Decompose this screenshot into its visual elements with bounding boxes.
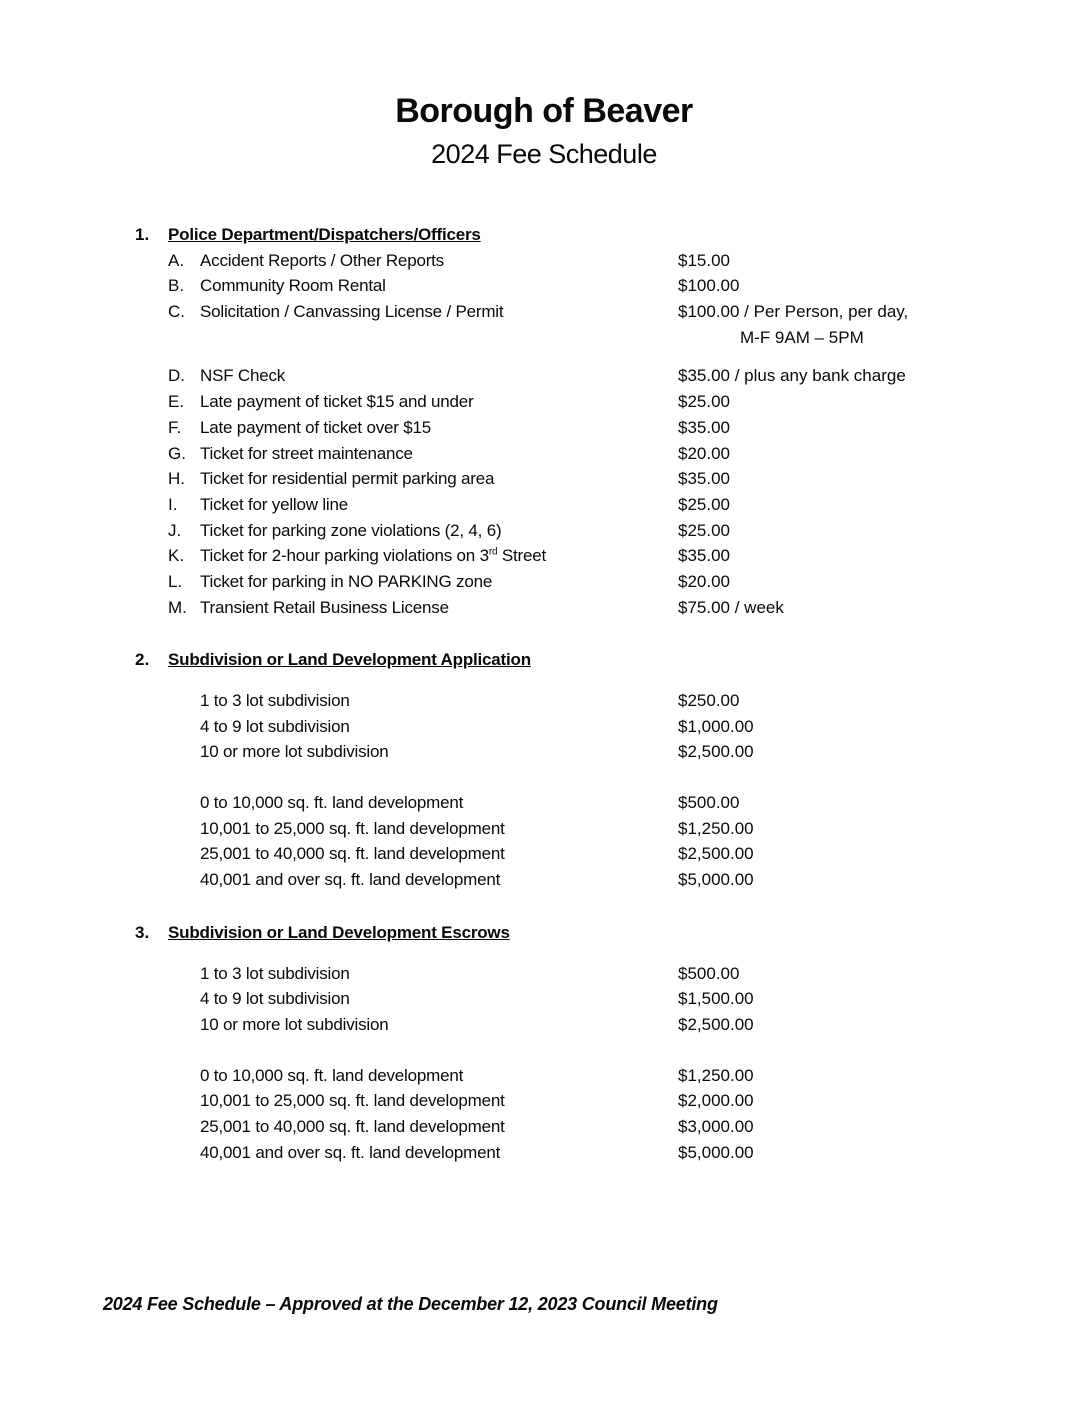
fee-row — [0, 867, 1088, 893]
item-fee: $25.00 — [678, 494, 730, 514]
item-label — [200, 739, 389, 765]
fee-row — [0, 492, 1088, 518]
label-text: Late payment of ticket $15 and under — [200, 392, 474, 412]
item-label — [200, 714, 350, 740]
item-fee: $2,500.00 — [678, 742, 754, 762]
item-fee: $100.00 / Per Person, per day, — [678, 302, 909, 322]
item-label — [200, 299, 503, 325]
item-label — [200, 841, 505, 867]
label-text: NSF Check — [200, 366, 286, 386]
label-text: 1 to 3 lot subdivision — [200, 963, 350, 983]
item-letter: G. — [168, 443, 186, 463]
item-label — [200, 688, 350, 714]
section-heading-row — [0, 647, 1088, 673]
item-fee-line2: M-F 9AM – 5PM — [740, 327, 864, 347]
ordinal-suffix: rd — [488, 546, 498, 558]
item-letter: E. — [168, 392, 185, 412]
fee-row — [0, 1012, 1088, 1038]
item-fee: $2,500.00 — [678, 844, 754, 864]
label-text: 40,001 and over sq. ft. land development — [200, 1142, 501, 1162]
page-title: Borough of Beaver — [395, 92, 693, 130]
label-text: Ticket for yellow line — [200, 494, 349, 514]
page-subtitle: 2024 Fee Schedule — [431, 139, 657, 169]
item-label — [200, 961, 350, 987]
item-fee: $250.00 — [678, 691, 740, 710]
label-text: 10 or more lot subdivision — [200, 742, 389, 762]
item-letter: D. — [168, 366, 185, 386]
label-text: 4 to 9 lot subdivision — [200, 716, 350, 736]
item-label — [200, 389, 474, 415]
item-fee: $25.00 — [678, 392, 730, 412]
item-fee: $35.00 — [678, 546, 730, 566]
section-3 — [0, 920, 1088, 1166]
label-text: 0 to 10,000 sq. ft. land development — [200, 1065, 464, 1085]
section-heading: Subdivision or Land Development Escrows — [168, 922, 510, 942]
fee-row — [0, 248, 1088, 274]
item-fee: $25.00 — [678, 520, 730, 540]
fee-row — [0, 986, 1088, 1012]
item-label — [200, 790, 463, 816]
item-label — [200, 543, 546, 569]
section-1 — [0, 222, 1088, 620]
label-text: Transient Retail Business License — [200, 597, 449, 617]
item-label — [200, 867, 500, 893]
item-letter: A. — [168, 250, 185, 270]
item-label — [200, 363, 285, 389]
item-fee: $500.00 — [678, 963, 740, 983]
item-fee: $35.00 — [678, 417, 730, 437]
fee-row — [0, 569, 1088, 595]
section-2 — [0, 647, 1088, 893]
section-heading-row — [0, 222, 1088, 248]
label-text-after: Street — [497, 546, 547, 566]
item-fee: $1,000.00 — [678, 716, 754, 736]
fee-row — [0, 1088, 1088, 1114]
label-text: Ticket for residential permit parking area — [200, 469, 495, 489]
item-label — [200, 1088, 505, 1114]
item-fee: $5,000.00 — [678, 870, 754, 890]
item-label — [200, 415, 431, 441]
item-letter: K. — [168, 546, 185, 566]
fee-row — [0, 1114, 1088, 1140]
label-text: 40,001 and over sq. ft. land development — [200, 870, 501, 890]
label-text: Community Room Rental — [200, 276, 386, 296]
label-text: 25,001 to 40,000 sq. ft. land development — [200, 844, 505, 864]
item-label — [200, 1114, 505, 1140]
item-fee: $1,250.00 — [678, 1065, 754, 1085]
section-heading: Police Department/Dispatchers/Officers — [168, 225, 481, 244]
item-letter: J. — [168, 520, 182, 540]
item-fee: $2,500.00 — [678, 1014, 754, 1034]
section-heading: Subdivision or Land Development Application — [168, 650, 531, 670]
item-letter: H. — [168, 469, 185, 489]
fee-row — [0, 714, 1088, 740]
fee-row — [0, 961, 1088, 987]
fee-row — [0, 1063, 1088, 1089]
sections-container — [0, 222, 1088, 1165]
fee-row — [0, 688, 1088, 714]
item-letter: I. — [168, 494, 178, 514]
fee-row — [0, 518, 1088, 544]
fee-row — [0, 790, 1088, 816]
item-letter: C. — [168, 302, 185, 322]
label-text: 0 to 10,000 sq. ft. land development — [200, 793, 464, 813]
section-heading-row — [0, 920, 1088, 946]
fee-row — [0, 816, 1088, 842]
item-label — [200, 569, 492, 595]
item-label — [200, 492, 348, 518]
item-fee: $35.00 / plus any bank charge — [678, 366, 906, 386]
fee-row — [0, 543, 1088, 569]
label-text: Solicitation / Canvassing License / Permit — [200, 302, 504, 322]
fee-row — [0, 1140, 1088, 1166]
item-fee: $1,250.00 — [678, 818, 754, 838]
footer-note: 2024 Fee Schedule – Approved at the December 12, 2023 Council Meeting — [103, 1294, 718, 1314]
section-number: 3. — [135, 922, 150, 942]
label-text: Ticket for parking in NO PARKING zone — [200, 571, 493, 591]
item-fee: $20.00 — [678, 443, 730, 463]
fee-group — [0, 248, 1088, 351]
fee-row — [0, 441, 1088, 467]
fee-row — [0, 299, 1088, 325]
label-text: 4 to 9 lot subdivision — [200, 989, 350, 1009]
fee-row — [0, 389, 1088, 415]
fee-row — [0, 415, 1088, 441]
label-text: Ticket for parking zone violations (2, 4, 6) — [200, 520, 502, 540]
item-label — [200, 1063, 463, 1089]
label-text: 10 or more lot subdivision — [200, 1014, 389, 1034]
label-text: Accident Reports / Other Reports — [200, 250, 444, 270]
fee-row — [0, 841, 1088, 867]
label-text: 1 to 3 lot subdivision — [200, 691, 350, 710]
item-fee: $500.00 — [678, 793, 740, 813]
fee-group — [0, 1063, 1088, 1166]
fee-row — [0, 363, 1088, 389]
item-label — [200, 1012, 389, 1038]
fee-row — [0, 466, 1088, 492]
item-letter: M. — [168, 597, 187, 617]
item-fee: $15.00 — [678, 250, 730, 270]
item-label — [200, 248, 444, 274]
label-text: Late payment of ticket over $15 — [200, 417, 431, 437]
section-number: 1. — [135, 225, 150, 244]
label-text: 10,001 to 25,000 sq. ft. land development — [200, 818, 505, 838]
item-letter: B. — [168, 276, 185, 296]
item-label — [200, 466, 494, 492]
item-fee: $1,500.00 — [678, 989, 754, 1009]
label-text: 25,001 to 40,000 sq. ft. land development — [200, 1116, 505, 1136]
fee-group — [0, 961, 1088, 1038]
item-fee: $5,000.00 — [678, 1142, 754, 1162]
fee-row — [0, 595, 1088, 621]
fee-row — [0, 739, 1088, 765]
label-text: 10,001 to 25,000 sq. ft. land development — [200, 1091, 505, 1111]
item-fee: $2,000.00 — [678, 1091, 754, 1111]
item-label — [200, 595, 449, 621]
item-label — [200, 441, 413, 467]
item-letter: L. — [168, 571, 183, 591]
item-label — [200, 273, 386, 299]
item-label — [200, 1140, 500, 1166]
item-label — [200, 816, 505, 842]
item-label — [200, 986, 350, 1012]
section-number: 2. — [135, 650, 150, 670]
item-fee: $3,000.00 — [678, 1116, 754, 1136]
item-fee: $35.00 — [678, 469, 730, 489]
fee-group — [0, 363, 1088, 620]
fee-continuation-row — [0, 325, 1088, 351]
item-fee: $75.00 / week — [678, 597, 784, 617]
item-fee: $100.00 — [678, 276, 740, 296]
fee-group — [0, 790, 1088, 893]
item-letter: F. — [168, 417, 182, 437]
item-label — [200, 518, 501, 544]
label-text: Ticket for street maintenance — [200, 443, 413, 463]
fee-group — [0, 688, 1088, 765]
label-text: Ticket for 2-hour parking violations on 3 — [200, 546, 489, 566]
item-fee: $20.00 — [678, 571, 730, 591]
fee-row — [0, 273, 1088, 299]
